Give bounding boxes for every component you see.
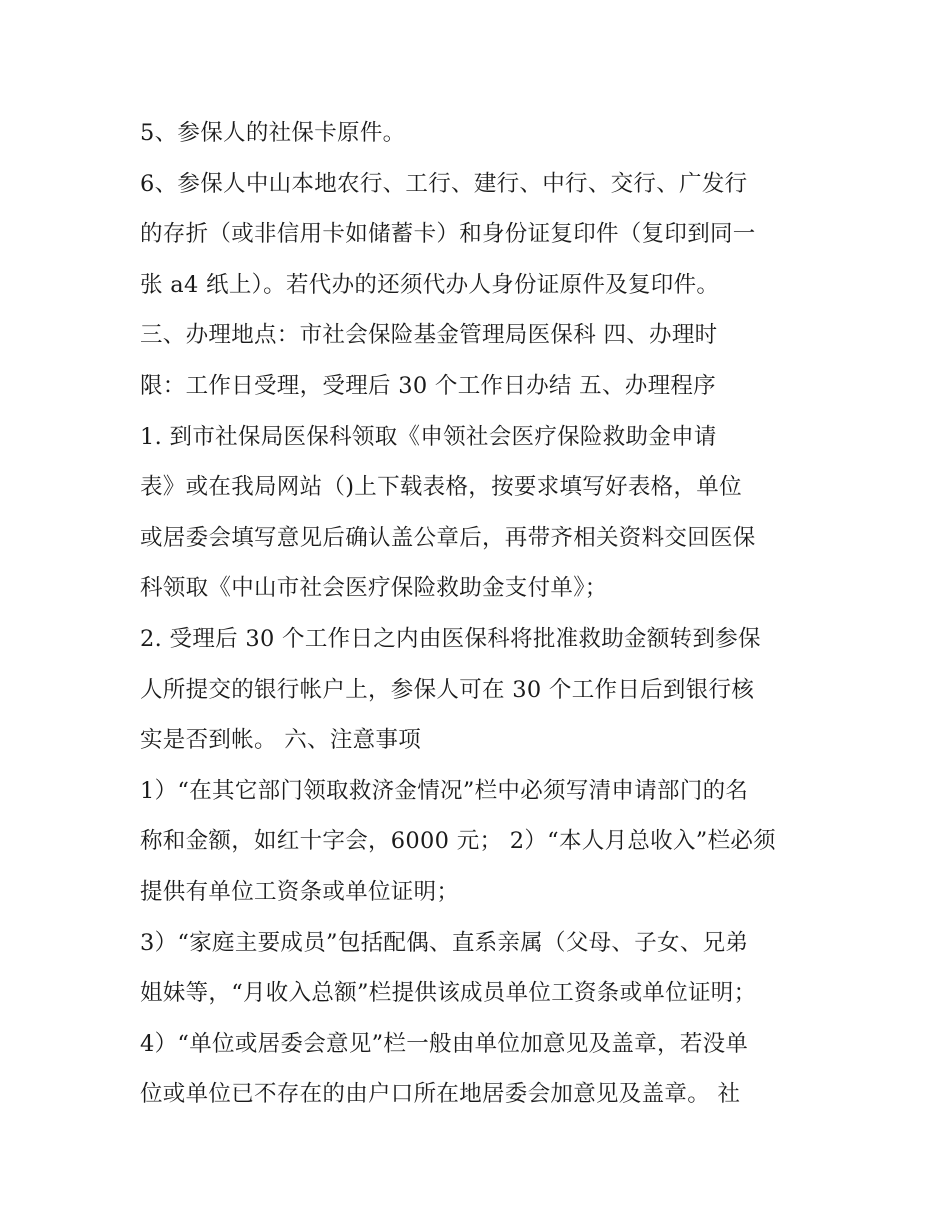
text-line: 1. 到市社保局医保科领取《申领社会医疗保险救助金申请 bbox=[140, 423, 717, 450]
text-line: 1）“在其它部门领取救济金情况”栏中必须写清申请部门的名 bbox=[140, 777, 749, 804]
text-line: 三、办理地点：市社会保险基金管理局医保科 四、办理时 bbox=[140, 322, 718, 349]
text-line: 姐妹等，“月收入总额”栏提供该成员单位工资条或单位证明； bbox=[140, 980, 757, 1007]
text-line: 5、参保人的社保卡原件。 bbox=[140, 120, 406, 146]
text-line: 张 a4 纸上）。若代办的还须代办人身份证原件及复印件。 bbox=[140, 271, 720, 298]
text-line: 表》或在我局网站（)上下载表格，按要求填写好表格，单位 bbox=[140, 474, 742, 501]
text-line: 人所提交的银行帐户上，参保人可在 30 个工作日后到银行核 bbox=[140, 676, 755, 703]
document-body bbox=[140, 108, 820, 1120]
text-line: 提供有单位工资条或单位证明； bbox=[140, 878, 460, 905]
text-line: 科领取《中山市社会医疗保险救助金支付单》； bbox=[140, 575, 608, 602]
text-line: 实是否到帐。 六、注意事项 bbox=[140, 727, 422, 754]
text-line: 6、参保人中山本地农行、工行、建行、中行、交行、广发行 bbox=[140, 170, 748, 197]
text-line: 2. 受理后 30 个工作日之内由医保科将批准救助金额转到参保 bbox=[140, 625, 761, 652]
text-line: 4）“单位或居委会意见”栏一般由单位加意见及盖章，若没单 bbox=[140, 1030, 749, 1057]
text-line: 位或单位已不存在的由户口所在地居委会加意见及盖章。 社 bbox=[140, 1081, 741, 1108]
text-line: 或居委会填写意见后确认盖公章后，再带齐相关资料交回医保 bbox=[140, 524, 756, 551]
text-line: 称和金额，如红十字会，6000 元； 2）“本人月总收入”栏必须 bbox=[140, 828, 776, 855]
text-line: 限：工作日受理，受理后 30 个工作日办结 五、办理程序 bbox=[140, 372, 716, 399]
text-line: 的存折（或非信用卡如储蓄卡）和身份证复印件（复印到同一 bbox=[140, 221, 756, 248]
text-line: 3）“家庭主要成员”包括配偶、直系亲属（父母、子女、兄弟 bbox=[140, 929, 749, 956]
